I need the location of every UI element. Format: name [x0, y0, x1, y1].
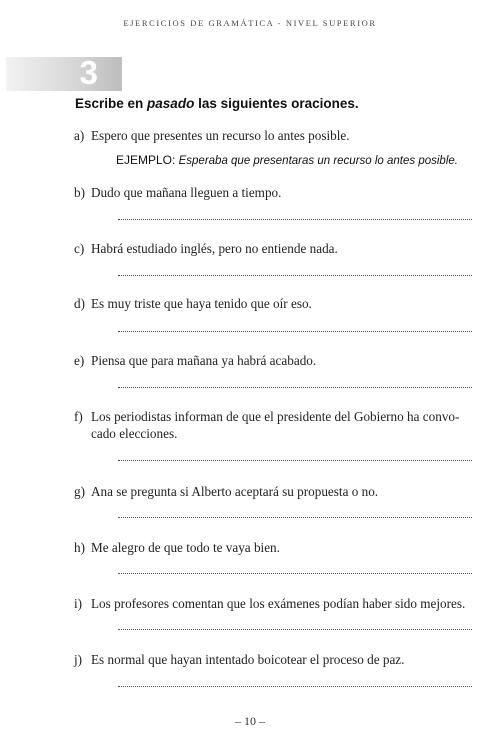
answer-line-i[interactable]: [118, 629, 472, 630]
item-text: Dudo que mañana lleguen a tiempo.: [91, 185, 282, 200]
instruction-emphasis: pasado: [147, 96, 195, 111]
item-label: h): [74, 540, 85, 555]
item-label: e): [74, 353, 85, 368]
exercise-item-e: [74, 352, 474, 369]
item-text-continued: cado elecciones.: [91, 426, 178, 441]
answer-line-j[interactable]: [118, 686, 472, 687]
exercise-item-j: [74, 651, 474, 668]
example-label: EJEMPLO:: [116, 153, 176, 167]
item-text: Es normal que hayan intentado boicotear el proceso de paz.: [91, 652, 405, 667]
answer-line-c[interactable]: [118, 275, 472, 276]
answer-line-d[interactable]: [118, 331, 472, 332]
exercise-item-h: [74, 539, 474, 556]
exercise-item-b: [74, 184, 474, 201]
exercise-item-f: [74, 408, 474, 442]
answer-line-h[interactable]: [118, 573, 472, 574]
item-text: Los profesores comentan que los exámenes podían haber sido mejores.: [91, 596, 466, 611]
answer-line-f[interactable]: [118, 460, 472, 461]
item-text: Habrá estudiado inglés, pero no entiende nada.: [91, 241, 338, 256]
exercise-item-i: [74, 595, 474, 612]
running-header: EJERCICIOS DE GRAMÁTICA - NIVEL SUPERIOR: [123, 18, 377, 28]
exercise-item-g: [74, 483, 474, 500]
answer-line-e[interactable]: [118, 387, 472, 388]
item-label: g): [74, 484, 85, 499]
answer-line-b[interactable]: [118, 219, 472, 220]
answer-line-g[interactable]: [118, 517, 472, 518]
item-label: i): [74, 596, 83, 611]
example-sentence: [116, 152, 458, 168]
exercise-item-a: [74, 127, 474, 144]
item-label: b): [74, 185, 85, 200]
item-text: Me alegro de que todo te vaya bien.: [91, 540, 280, 555]
item-text: Es muy triste que haya tenido que oír eso.: [91, 296, 312, 311]
item-text: Ana se pregunta si Alberto aceptará su propuesta o no.: [91, 484, 379, 499]
item-label: f): [74, 409, 83, 424]
item-label: c): [74, 241, 85, 256]
exercise-instruction: [75, 96, 359, 111]
exercise-number: 3: [79, 54, 98, 91]
exercise-number-badge: [6, 54, 122, 91]
item-label: a): [74, 128, 85, 143]
item-text: Espero que presentes un recurso lo antes posible.: [91, 128, 350, 143]
instruction-before: Escribe en: [75, 96, 148, 111]
item-text: Piensa que para mañana ya habrá acabado.: [91, 353, 317, 368]
exercise-item-d: [74, 295, 474, 312]
instruction-after: las siguientes oraciones.: [194, 96, 359, 111]
item-label: j): [74, 652, 83, 667]
item-label: d): [74, 296, 85, 311]
example-text: Esperaba que presentaras un recurso lo antes posible.: [178, 155, 458, 167]
item-text: Los periodistas informan de que el presidente del Gobierno ha convo-: [91, 409, 460, 424]
page-number: – 10 –: [235, 714, 265, 728]
exercise-item-c: [74, 240, 474, 257]
